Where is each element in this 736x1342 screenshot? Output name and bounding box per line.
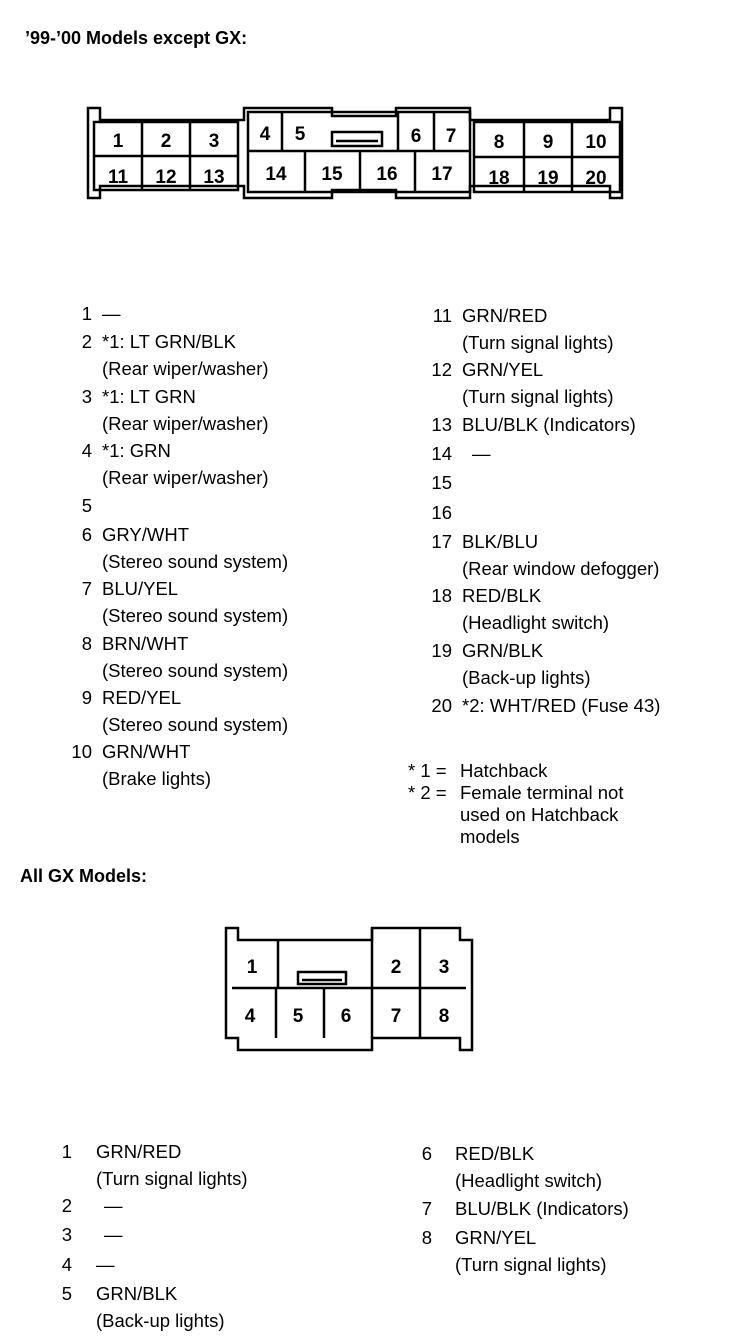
connector-pin-label: 4: [259, 124, 271, 145]
connector-pin-label: 20: [585, 168, 607, 189]
connector-pin-label: 8: [438, 1006, 450, 1027]
connector-pin-label: 2: [160, 131, 172, 152]
connector-pin-label: 7: [390, 1006, 402, 1027]
connector-diagram-20-pin: [80, 100, 640, 210]
connector-pin-label: 16: [376, 164, 398, 185]
connector-pin-label: 13: [203, 167, 225, 188]
connector-pin-label: 15: [321, 164, 343, 185]
connector-pin-label: 14: [265, 164, 287, 185]
connector-pin-label: 1: [246, 957, 258, 978]
connector-pin-label: 1: [112, 131, 124, 152]
connector-pin-label: 6: [410, 126, 422, 147]
connector-pin-label: 18: [488, 168, 510, 189]
connector-pin-label: 4: [244, 1006, 256, 1027]
connector-pin-label: 17: [431, 164, 453, 185]
connector-pin-label: 7: [445, 126, 457, 147]
connector-pin-label: 10: [585, 132, 607, 153]
connector-pin-label: 11: [107, 167, 129, 188]
connector-pin-label: 2: [390, 957, 402, 978]
connector-pin-label: 3: [208, 131, 220, 152]
connector-pin-label: 19: [537, 168, 559, 189]
connector-pin-label: 5: [294, 124, 306, 145]
connector-pin-label: 9: [542, 132, 554, 153]
connector-pin-label: 5: [292, 1006, 304, 1027]
connector-pin-label: 6: [340, 1006, 352, 1027]
section-heading-gx: All GX Models:: [20, 866, 148, 886]
section-heading-non-gx: ’99-’00 Models except GX:: [25, 28, 248, 48]
connector-diagram-8-pin: [218, 920, 478, 1060]
connector-pin-label: 12: [155, 167, 177, 188]
connector-pin-label: 8: [493, 132, 505, 153]
connector-pin-label: 3: [438, 957, 450, 978]
